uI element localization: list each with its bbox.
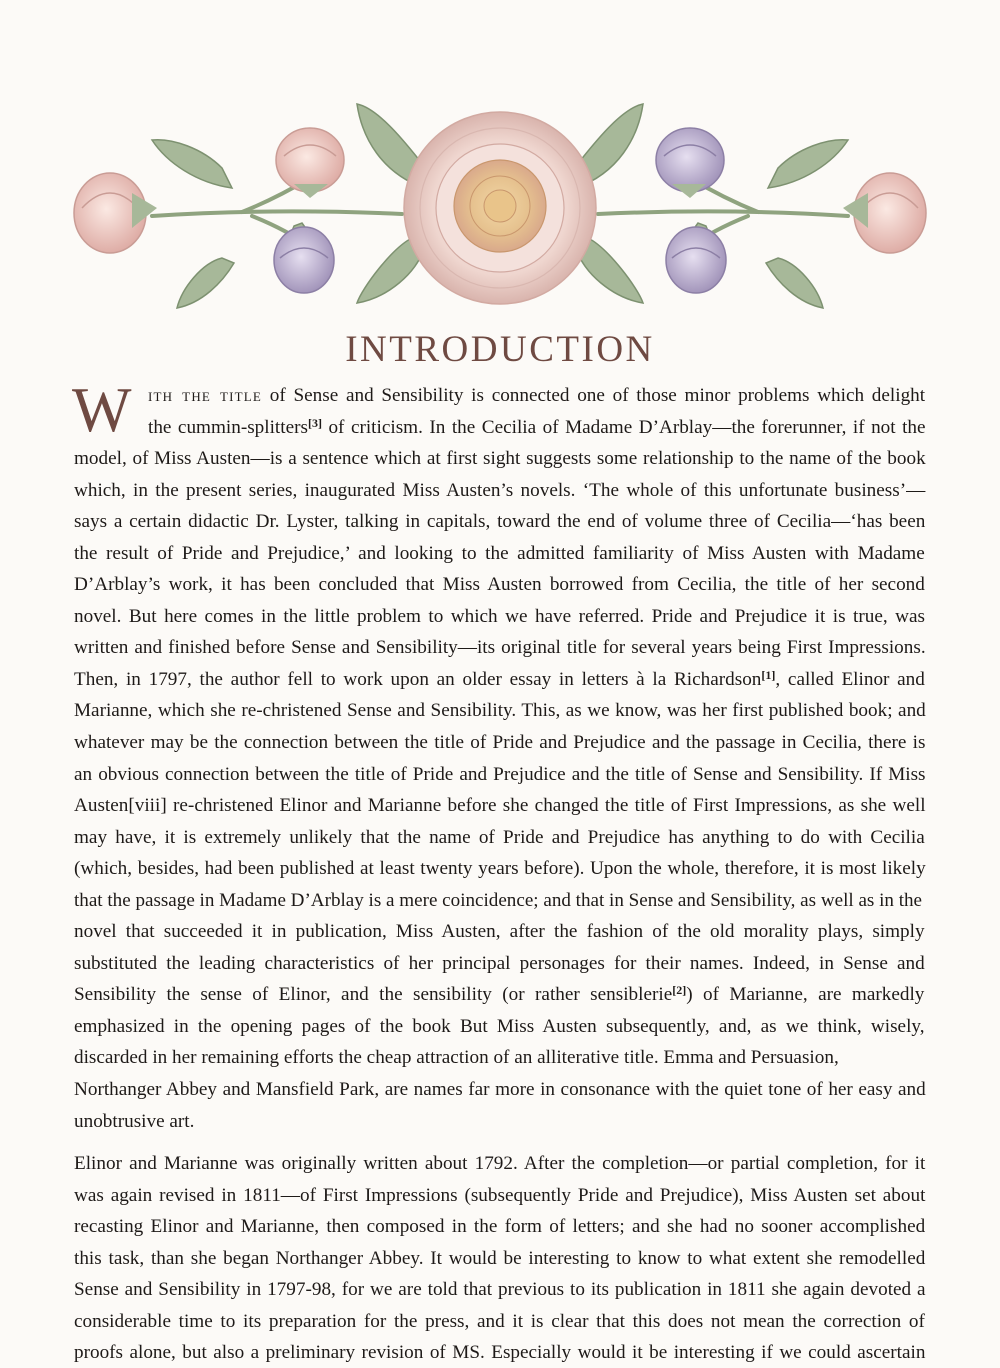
- text-line: proofs alone, but also a preliminary revision of MS. Especially would it be interesting if we could ascertain: [74, 1342, 926, 1364]
- rosebud-far-left-icon: [74, 173, 157, 253]
- text-line: considerable time to its preparation for the press, and it is clear that this does not mean the correction of: [74, 1310, 925, 1332]
- text-line: was again revised in 1811—of First Impressions (subsequently Pride and Prejudice), Miss Austen set about: [74, 1184, 926, 1206]
- footnote-ref-2[interactable]: [2]: [672, 983, 687, 998]
- text-line: Sensibility the sense of Elinor, and the sensibility (or rather sensiblerie[2]) of Marianne, are markedly: [74, 983, 925, 1006]
- text-line: which, in the present series, inaugurated Miss Austen’s novels. ‘The whole of this unfortunate business’—: [74, 479, 926, 501]
- text-line: recasting Elinor and Marianne, then composed in the form of letters; and she had no sooner accomplished: [74, 1216, 926, 1238]
- footnote-ref-3[interactable]: [3]: [307, 415, 322, 430]
- paragraph-1: [72, 375, 926, 1137]
- paragraph-2: [74, 1148, 926, 1368]
- body-text: [72, 375, 926, 1368]
- footnote-ref-1[interactable]: [1]: [761, 667, 776, 682]
- text-line: unobtrusive art.: [74, 1110, 195, 1132]
- text-line: an obvious connection between the title of Pride and Prejudice and the title of Sense and Sensibility. If Miss: [74, 763, 926, 785]
- chapter-title: INTRODUCTION: [345, 329, 655, 370]
- text-line: that the passage in Madame D’Arblay is a mere coincidence; and that in Sense and Sensibility, as well as in the: [74, 889, 923, 911]
- text-line: Northanger Abbey and Mansfield Park, are names far more in consonance with the quiet tone of her easy and: [74, 1079, 926, 1101]
- rosebud-lower-right-icon: [666, 227, 726, 293]
- text-line: D’Arblay’s work, it has been concluded that Miss Austen borrowed from Cecilia, the title of her second: [74, 574, 925, 596]
- text-line: emphasized in the opening pages of the book But Miss Austen subsequently, and, as we think, wisely,: [74, 1015, 925, 1037]
- text-line: Marianne, which she re-christened Sense and Sensibility. This, as we know, was her first published book; and: [74, 700, 926, 722]
- text-line: whatever may be the connection between the title of Pride and Prejudice and the passage in Cecilia, there is: [74, 732, 926, 754]
- text-line: novel. But here comes in the little problem to which we have referred. Pride and Prejudice it is true, was: [74, 605, 925, 627]
- text-line: the result of Pride and Prejudice,’ and looking to the admitted familiarity of Miss Austen with Madame: [74, 542, 925, 564]
- text-line: Sense and Sensibility in 1797-98, for we are told that previous to its publication in 1811 she again devoted a: [74, 1279, 926, 1301]
- rosebud-lower-left-icon: [274, 227, 334, 293]
- rosebud-far-right-icon: [843, 173, 926, 253]
- text-line: says a certain didactic Dr. Lyster, talking in capitals, toward the end of volume three of Cecilia—‘has been: [74, 511, 926, 533]
- text-line: novel that succeeded it in publication, Miss Austen, after the fashion of the old morality plays, simply: [74, 921, 925, 943]
- rosebud-upper-left-icon: [276, 128, 344, 198]
- text-line: may have, it is extremely unlikely that the name of Pride and Prejudice has anything to do with Cecilia: [74, 826, 925, 848]
- text-line: Then, in 1797, the author fell to work upon an older essay in letters à la Richardson[1], called Elinor and: [74, 667, 925, 690]
- central-rose-icon: [404, 112, 596, 304]
- text-line: ith the title of Sense and Sensibility is connected one of those minor problems which delight: [148, 385, 926, 406]
- drop-cap: W: [72, 375, 132, 445]
- text-line: substituted the leading characteristics of her principal personages for their names. Indeed, in Sense and: [74, 952, 925, 974]
- text-line: Austen[viii] re-christened Elinor and Marianne before she changed the title of First Impressions, as she well: [74, 795, 926, 817]
- text-line: model, of Miss Austen—is a sentence which at first sight suggests some relationship to the name of the book: [74, 448, 926, 470]
- text-line: Elinor and Marianne was originally written about 1792. After the completion—or partial completion, for it: [74, 1153, 926, 1175]
- lead-in-smallcaps: ith the title: [148, 385, 263, 406]
- floral-rose-garland-icon: [72, 98, 928, 326]
- text-line: the cummin-splitters[3] of criticism. In the Cecilia of Madame D’Arblay—the forerunner, if not the: [148, 415, 926, 438]
- text-line: written and finished before Sense and Sensibility—its original title for several years being First Impressions.: [74, 637, 926, 659]
- rosebud-upper-right-icon: [656, 128, 724, 198]
- text-line: (which, besides, had been published at least twenty years before). Upon the whole, therefore, it is most likely: [74, 858, 926, 880]
- text-line: discarded in her remaining efforts the cheap attraction of an alliterative title. Emma and Persuasion,: [74, 1047, 839, 1069]
- text-line: this task, than she began Northanger Abbey. It would be interesting to know to what extent she remodelled: [74, 1247, 926, 1269]
